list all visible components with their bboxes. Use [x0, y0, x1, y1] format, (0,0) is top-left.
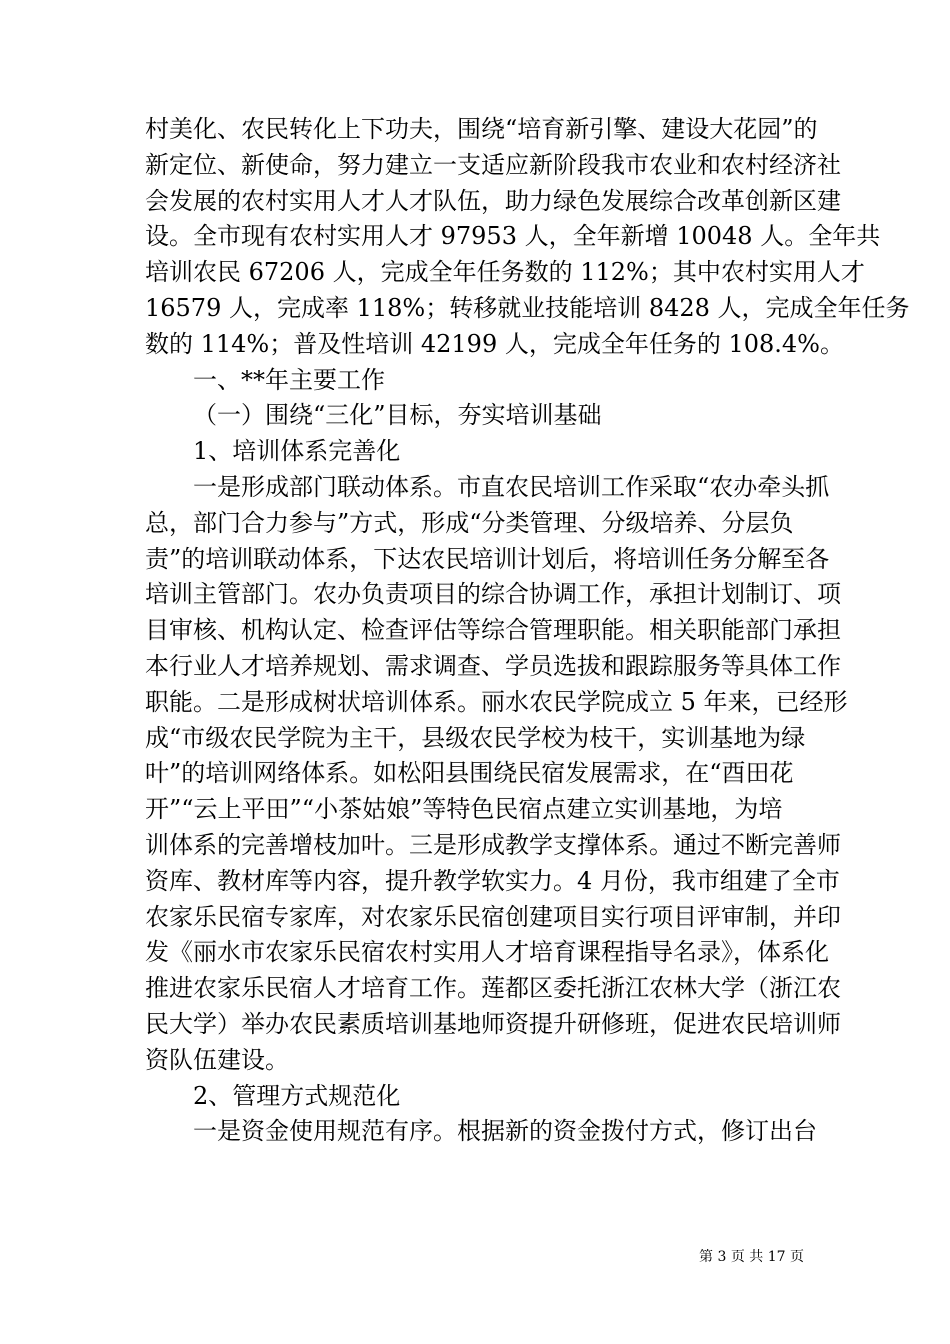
text-line: 民大学）举办农民素质培训基地师资提升研修班，促进农民培训师 [145, 1009, 841, 1038]
text-line: 成“市级农民学院为主干，县级农民学校为枝干，实训基地为绿 [145, 723, 806, 752]
text-line: 开”“云上平田”“小茶姑娘”等特色民宿点建立实训基地，为培 [145, 795, 783, 824]
text-line: 资队伍建设。 [145, 1045, 289, 1074]
text-line: 村美化、农民转化上下功夫，围绕“培育新引擎、建设大花园”的 [145, 115, 818, 143]
text-line: 发《丽水市农家乐民宿农村实用人才培育课程指导名录》，体系化 [145, 938, 829, 967]
text-line: 培训主管部门。农办负责项目的综合协调工作，承担计划制订、项 [145, 580, 841, 609]
text-line: 一、**年主要工作 [193, 365, 385, 394]
text-line: 目审核、机构认定、检查评估等综合管理职能。相关职能部门承担 [145, 616, 841, 645]
text-line: 责”的培训联动体系，下达农民培训计划后，将培训任务分解至各 [145, 544, 830, 573]
text-line: 1、培训体系完善化 [193, 437, 401, 466]
text-line: 职能。二是形成树状培训体系。丽水农民学院成立 5 年来，已经形 [145, 687, 848, 716]
text-line: 总，部门合力参与”方式，形成“分类管理、分级培养、分层负 [145, 508, 794, 537]
text-line: 2、管理方式规范化 [193, 1081, 401, 1110]
text-line: 新定位、新使命，努力建立一支适应新阶段我市农业和农村经济社 [145, 150, 841, 179]
text-line: 叶”的培训网络体系。如松阳县围绕民宿发展需求，在“酉田花 [145, 759, 794, 788]
text-line: 一是资金使用规范有序。根据新的资金拨付方式，修订出台 [193, 1117, 817, 1146]
text-line: 设。全市现有农村实用人才 97953 人，全年新增 10048 人。全年共 [145, 222, 881, 251]
text-line: 一是形成部门联动体系。市直农民培训工作采取“农办牵头抓 [193, 472, 830, 501]
text-line: 训体系的完善增枝加叶。三是形成教学支撑体系。通过不断完善师 [145, 830, 841, 859]
text-line: 16579 人，完成率 118%；转移就业技能培训 8428 人，完成全年任务 [145, 293, 910, 322]
text-line: 本行业人才培养规划、需求调查、学员选拔和跟踪服务等具体工作 [145, 651, 841, 680]
document-body [145, 112, 910, 1150]
text-line: 资库、教材库等内容，提升教学软实力。4 月份，我市组建了全市 [145, 866, 840, 895]
page-number-footer: 第 3 页 共 17 页 [699, 1249, 804, 1265]
text-line: 培训农民 67206 人，完成全年任务数的 112%；其中农村实用人才 [145, 258, 865, 287]
text-line: 数的 114%；普及性培训 42199 人，完成全年任务的 108.4%。 [145, 329, 844, 358]
text-line: 会发展的农村实用人才人才队伍，助力绿色发展综合改革创新区建 [145, 186, 841, 215]
text-line: 推进农家乐民宿人才培育工作。莲都区委托浙江农林大学（浙江农 [145, 974, 841, 1003]
text-line: （一）围绕“三化”目标，夯实培训基础 [193, 401, 602, 430]
text-line: 农家乐民宿专家库，对农家乐民宿创建项目实行项目评审制，并印 [145, 902, 841, 931]
